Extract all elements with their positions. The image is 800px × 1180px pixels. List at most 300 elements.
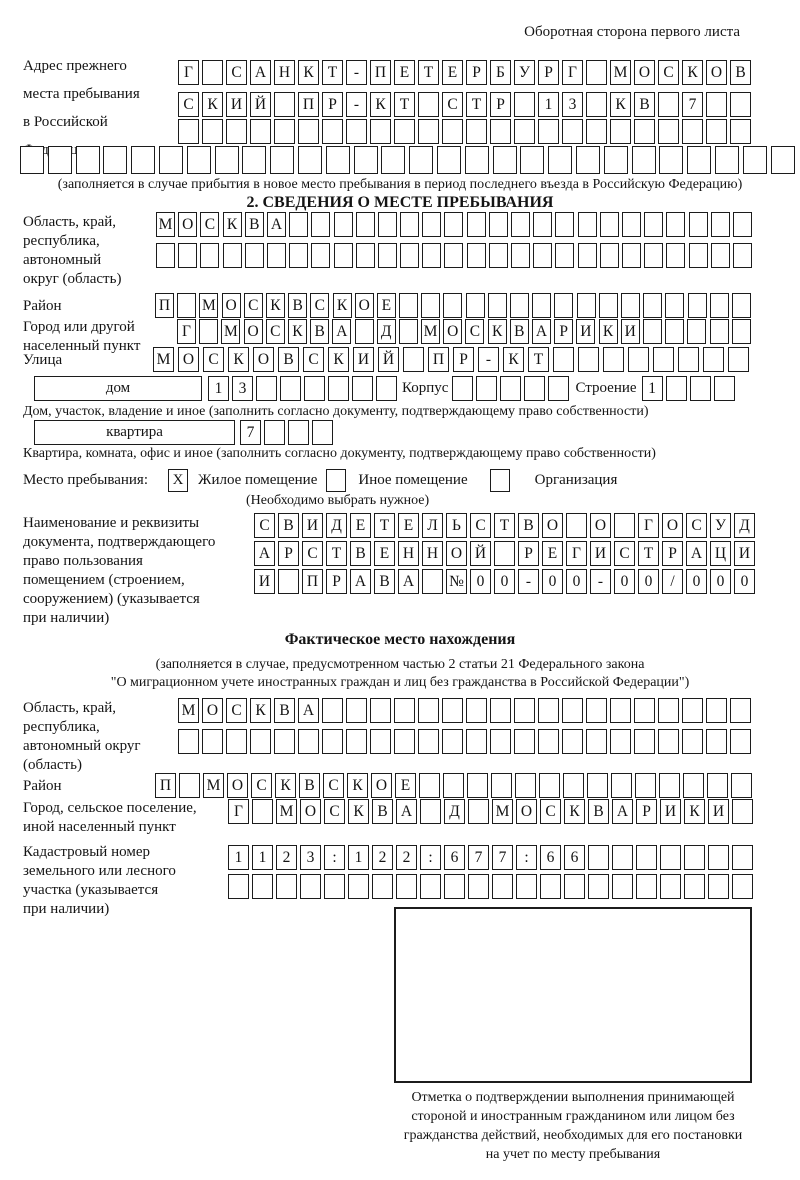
- char-box: [490, 119, 511, 144]
- char-box: [555, 212, 574, 237]
- char-box: [288, 420, 309, 445]
- char-box: И: [734, 541, 755, 566]
- char-box: К: [266, 293, 285, 318]
- char-box: В: [350, 541, 371, 566]
- char-box: [588, 874, 609, 899]
- char-box: [467, 773, 488, 798]
- stay-option-checkbox-other: [326, 469, 346, 492]
- char-box: [538, 698, 559, 723]
- char-box: [588, 845, 609, 870]
- char-box: М: [276, 799, 297, 824]
- char-box: [444, 212, 463, 237]
- label-line: Город, сельское поселение,: [23, 800, 197, 816]
- char-box: 0: [686, 569, 707, 594]
- char-box: С: [200, 212, 219, 237]
- char-box: [226, 729, 247, 754]
- char-box: [577, 293, 596, 318]
- char-box: М: [156, 212, 175, 237]
- label-line: (область): [23, 757, 82, 773]
- char-box: Р: [466, 60, 487, 85]
- char-box: [270, 146, 294, 174]
- char-box: И: [590, 541, 611, 566]
- char-box: [381, 146, 405, 174]
- apartment-field-box: квартира: [34, 420, 235, 445]
- label-line: участка (указывается: [23, 882, 159, 898]
- char-box: [687, 146, 711, 174]
- char-box: [252, 874, 273, 899]
- char-box: [611, 773, 632, 798]
- stroenie-cells: [642, 376, 735, 401]
- char-box: [634, 698, 655, 723]
- char-box: [311, 243, 330, 268]
- prev-address-row-3: [178, 119, 751, 144]
- char-box: [489, 243, 508, 268]
- char-box: [665, 293, 684, 318]
- char-box: А: [532, 319, 551, 344]
- char-box: [326, 146, 350, 174]
- char-box: [578, 347, 599, 372]
- char-box: [706, 92, 727, 117]
- char-box: П: [302, 569, 323, 594]
- char-box: [614, 513, 635, 538]
- char-box: У: [514, 60, 535, 85]
- char-box: [334, 243, 353, 268]
- actual-note-2: "О миграционном учете иностранных граждан и лиц без гражданства в Российской Федерации"): [110, 675, 690, 690]
- char-box: [706, 119, 727, 144]
- char-box: [524, 376, 545, 401]
- char-box: Е: [350, 513, 371, 538]
- char-box: О: [443, 319, 462, 344]
- char-box: О: [590, 513, 611, 538]
- char-box: [420, 799, 441, 824]
- char-box: /: [662, 569, 683, 594]
- region-row-1: [156, 212, 752, 237]
- char-box: 2: [372, 845, 393, 870]
- char-box: [467, 243, 486, 268]
- char-box: [636, 874, 657, 899]
- char-box: А: [398, 569, 419, 594]
- char-box: [490, 698, 511, 723]
- char-box: О: [253, 347, 274, 372]
- char-box: И: [353, 347, 374, 372]
- char-box: [771, 146, 795, 174]
- region-row-2: [156, 243, 752, 268]
- char-box: И: [660, 799, 681, 824]
- apartment-cells: [240, 420, 333, 445]
- corner-note: Оборотная сторона первого листа: [524, 24, 740, 40]
- char-box: [610, 698, 631, 723]
- char-box: А: [396, 799, 417, 824]
- char-box: [658, 698, 679, 723]
- char-box: [733, 243, 752, 268]
- label-line: республика,: [23, 233, 100, 249]
- char-box: [600, 243, 619, 268]
- char-box: Р: [322, 92, 343, 117]
- char-box: [131, 146, 155, 174]
- char-box: Р: [490, 92, 511, 117]
- char-box: К: [348, 799, 369, 824]
- char-box: С: [442, 92, 463, 117]
- char-box: [566, 513, 587, 538]
- char-box: Ц: [710, 541, 731, 566]
- char-box: [226, 119, 247, 144]
- char-box: М: [610, 60, 631, 85]
- char-box: В: [634, 92, 655, 117]
- label-line: сооружением) (указывается: [23, 591, 200, 607]
- char-box: А: [267, 212, 286, 237]
- char-box: [276, 874, 297, 899]
- char-box: В: [518, 513, 539, 538]
- char-box: В: [245, 212, 264, 237]
- char-box: [467, 212, 486, 237]
- char-box: [533, 243, 552, 268]
- char-box: [159, 146, 183, 174]
- district-label: Район: [23, 298, 62, 314]
- char-box: [539, 773, 560, 798]
- char-box: В: [730, 60, 751, 85]
- char-box: [328, 376, 349, 401]
- char-box: №: [446, 569, 467, 594]
- char-box: [418, 729, 439, 754]
- char-box: [202, 60, 223, 85]
- char-box: [298, 146, 322, 174]
- char-box: М: [492, 799, 513, 824]
- char-box: [179, 773, 200, 798]
- char-box: Т: [528, 347, 549, 372]
- char-box: [658, 92, 679, 117]
- char-box: [466, 119, 487, 144]
- char-box: [442, 698, 463, 723]
- char-box: [659, 773, 680, 798]
- char-box: [659, 146, 683, 174]
- district-row: [155, 293, 751, 318]
- char-box: [274, 92, 295, 117]
- char-box: [500, 376, 521, 401]
- char-box: [732, 845, 753, 870]
- char-box: [492, 874, 513, 899]
- char-box: [256, 376, 277, 401]
- char-box: К: [503, 347, 524, 372]
- char-box: О: [355, 293, 374, 318]
- char-box: Г: [562, 60, 583, 85]
- char-box: К: [684, 799, 705, 824]
- char-box: 3: [300, 845, 321, 870]
- char-box: [489, 212, 508, 237]
- char-box: И: [226, 92, 247, 117]
- street-row: [153, 347, 749, 372]
- char-box: [730, 119, 751, 144]
- char-box: О: [542, 513, 563, 538]
- char-box: М: [221, 319, 240, 344]
- char-box: [103, 146, 127, 174]
- char-box: [555, 243, 574, 268]
- char-box: [289, 212, 308, 237]
- char-box: [683, 773, 704, 798]
- char-box: [730, 92, 751, 117]
- char-box: [682, 729, 703, 754]
- char-box: -: [518, 569, 539, 594]
- char-box: В: [278, 347, 299, 372]
- stay-option-label-other: Иное помещение: [358, 472, 468, 488]
- char-box: С: [324, 799, 345, 824]
- char-box: [267, 243, 286, 268]
- char-box: [634, 119, 655, 144]
- char-box: [418, 119, 439, 144]
- char-box: С: [614, 541, 635, 566]
- char-box: 0: [470, 569, 491, 594]
- char-box: [322, 119, 343, 144]
- char-box: А: [332, 319, 351, 344]
- char-box: [177, 293, 196, 318]
- char-box: [370, 729, 391, 754]
- char-box: [252, 799, 273, 824]
- char-box: [250, 729, 271, 754]
- stroenie-label: Строение: [575, 380, 637, 396]
- char-box: [634, 729, 655, 754]
- char-box: С: [178, 92, 199, 117]
- char-box: В: [299, 773, 320, 798]
- char-box: 0: [614, 569, 635, 594]
- char-box: [622, 243, 641, 268]
- house-field-box: дом: [34, 376, 202, 401]
- char-box: 1: [348, 845, 369, 870]
- char-box: М: [203, 773, 224, 798]
- char-box: [245, 243, 264, 268]
- char-box: [586, 119, 607, 144]
- char-box: О: [178, 212, 197, 237]
- char-box: [444, 243, 463, 268]
- char-box: [666, 212, 685, 237]
- stay-option-checkbox-organization: [490, 469, 510, 492]
- char-box: О: [300, 799, 321, 824]
- char-box: К: [328, 347, 349, 372]
- char-box: [532, 293, 551, 318]
- actual-region-label: [23, 699, 173, 775]
- stay-option-label-organization: Организация: [534, 472, 618, 488]
- char-box: 3: [562, 92, 583, 117]
- char-box: К: [228, 347, 249, 372]
- stay-option-label-residential: Жилое помещение: [198, 472, 318, 488]
- char-box: [520, 146, 544, 174]
- char-box: [346, 698, 367, 723]
- char-box: П: [155, 773, 176, 798]
- char-box: [242, 146, 266, 174]
- char-box: 7: [468, 845, 489, 870]
- char-box: Р: [518, 541, 539, 566]
- char-box: 0: [494, 569, 515, 594]
- char-box: Д: [734, 513, 755, 538]
- char-box: У: [710, 513, 731, 538]
- char-box: [178, 243, 197, 268]
- label-line: автономный: [23, 252, 102, 268]
- char-box: [515, 773, 536, 798]
- char-box: 0: [566, 569, 587, 594]
- char-box: 0: [638, 569, 659, 594]
- char-box: [678, 347, 699, 372]
- char-box: [665, 319, 684, 344]
- char-box: [468, 874, 489, 899]
- char-box: К: [298, 60, 319, 85]
- char-box: О: [244, 319, 263, 344]
- prev-address-row-2: [178, 92, 751, 117]
- char-box: Г: [178, 60, 199, 85]
- char-box: 2: [276, 845, 297, 870]
- char-box: Т: [494, 513, 515, 538]
- char-box: Е: [374, 541, 395, 566]
- char-box: М: [199, 293, 218, 318]
- char-box: В: [510, 319, 529, 344]
- char-box: [548, 146, 572, 174]
- char-box: С: [465, 319, 484, 344]
- prev-address-row-1: [178, 60, 751, 85]
- char-box: [715, 146, 739, 174]
- char-box: [400, 212, 419, 237]
- char-box: [465, 146, 489, 174]
- apartment-line: [34, 420, 333, 445]
- char-box: [48, 146, 72, 174]
- label-line: Город или другой: [23, 319, 135, 335]
- char-box: [298, 729, 319, 754]
- document-label: [23, 514, 253, 628]
- char-box: Ь: [446, 513, 467, 538]
- char-box: [576, 146, 600, 174]
- char-box: Е: [395, 773, 416, 798]
- char-box: О: [227, 773, 248, 798]
- char-box: К: [682, 60, 703, 85]
- char-box: О: [446, 541, 467, 566]
- char-box: К: [202, 92, 223, 117]
- char-box: Т: [322, 60, 343, 85]
- char-box: [511, 243, 530, 268]
- char-box: М: [153, 347, 174, 372]
- char-box: [511, 212, 530, 237]
- char-box: П: [370, 60, 391, 85]
- char-box: [635, 773, 656, 798]
- house-line: [34, 376, 735, 401]
- char-box: [420, 874, 441, 899]
- char-box: [280, 376, 301, 401]
- char-box: Г: [177, 319, 196, 344]
- char-box: Л: [422, 513, 443, 538]
- char-box: [666, 243, 685, 268]
- char-box: [710, 293, 729, 318]
- char-box: [452, 376, 473, 401]
- char-box: [202, 729, 223, 754]
- char-box: С: [310, 293, 329, 318]
- char-box: [356, 243, 375, 268]
- char-box: [706, 729, 727, 754]
- char-box: [421, 293, 440, 318]
- char-box: [466, 729, 487, 754]
- label-line: округ (область): [23, 271, 122, 287]
- char-box: [422, 243, 441, 268]
- char-box: К: [564, 799, 585, 824]
- char-box: И: [254, 569, 275, 594]
- char-box: [599, 293, 618, 318]
- cadastre-row-2: [228, 874, 753, 899]
- char-box: И: [576, 319, 595, 344]
- char-box: [352, 376, 373, 401]
- char-box: В: [274, 698, 295, 723]
- char-box: [660, 874, 681, 899]
- char-box: [493, 146, 517, 174]
- char-box: С: [658, 60, 679, 85]
- char-box: Р: [538, 60, 559, 85]
- char-box: И: [621, 319, 640, 344]
- char-box: [732, 319, 751, 344]
- char-box: [156, 243, 175, 268]
- char-box: [548, 376, 569, 401]
- char-box: [682, 119, 703, 144]
- char-box: [510, 293, 529, 318]
- char-box: [20, 146, 44, 174]
- char-box: [690, 376, 711, 401]
- actual-district-row: [155, 773, 752, 798]
- char-box: Д: [326, 513, 347, 538]
- char-box: С: [254, 513, 275, 538]
- char-box: Р: [278, 541, 299, 566]
- stay-type-label: Место пребывания:: [23, 472, 148, 488]
- label-line: право пользования: [23, 553, 143, 569]
- char-box: [322, 729, 343, 754]
- char-box: [732, 293, 751, 318]
- char-box: [514, 729, 535, 754]
- char-box: [418, 92, 439, 117]
- char-box: А: [254, 541, 275, 566]
- char-box: [394, 698, 415, 723]
- char-box: Г: [228, 799, 249, 824]
- char-box: [466, 293, 485, 318]
- char-box: [178, 729, 199, 754]
- char-box: А: [350, 569, 371, 594]
- char-box: С: [244, 293, 263, 318]
- char-box: -: [346, 92, 367, 117]
- char-box: [355, 319, 374, 344]
- char-box: А: [298, 698, 319, 723]
- prev-address-note: (заполняется в случае прибытия в новое место пребывания в период последнего въезда в Российскую Федерацию): [57, 177, 743, 192]
- char-box: [743, 146, 767, 174]
- char-box: И: [302, 513, 323, 538]
- actual-region-row-1: [178, 698, 751, 723]
- char-box: Р: [453, 347, 474, 372]
- city-row: [177, 319, 751, 344]
- char-box: В: [374, 569, 395, 594]
- char-box: [300, 874, 321, 899]
- char-box: С: [226, 60, 247, 85]
- document-row-2: [254, 541, 755, 566]
- char-box: :: [516, 845, 537, 870]
- stay-type-line: [23, 468, 617, 492]
- label-line: места пребывания: [23, 86, 140, 102]
- char-box: [711, 243, 730, 268]
- house-note: Дом, участок, владение и иное (заполнить согласно документу, подтверждающему право собственности): [23, 404, 649, 419]
- label-line: стороной и иностранным гражданином или лицом без: [411, 1109, 735, 1124]
- document-row-3: [254, 569, 755, 594]
- label-line: документа, подтверждающего: [23, 534, 216, 550]
- char-box: 3: [232, 376, 253, 401]
- char-box: [706, 698, 727, 723]
- actual-city-label: [23, 799, 223, 837]
- char-box: [354, 146, 378, 174]
- char-box: [200, 243, 219, 268]
- char-box: [514, 119, 535, 144]
- char-box: [562, 119, 583, 144]
- char-box: [714, 376, 735, 401]
- char-box: [228, 874, 249, 899]
- char-box: [289, 243, 308, 268]
- char-box: 1: [208, 376, 229, 401]
- char-box: [610, 729, 631, 754]
